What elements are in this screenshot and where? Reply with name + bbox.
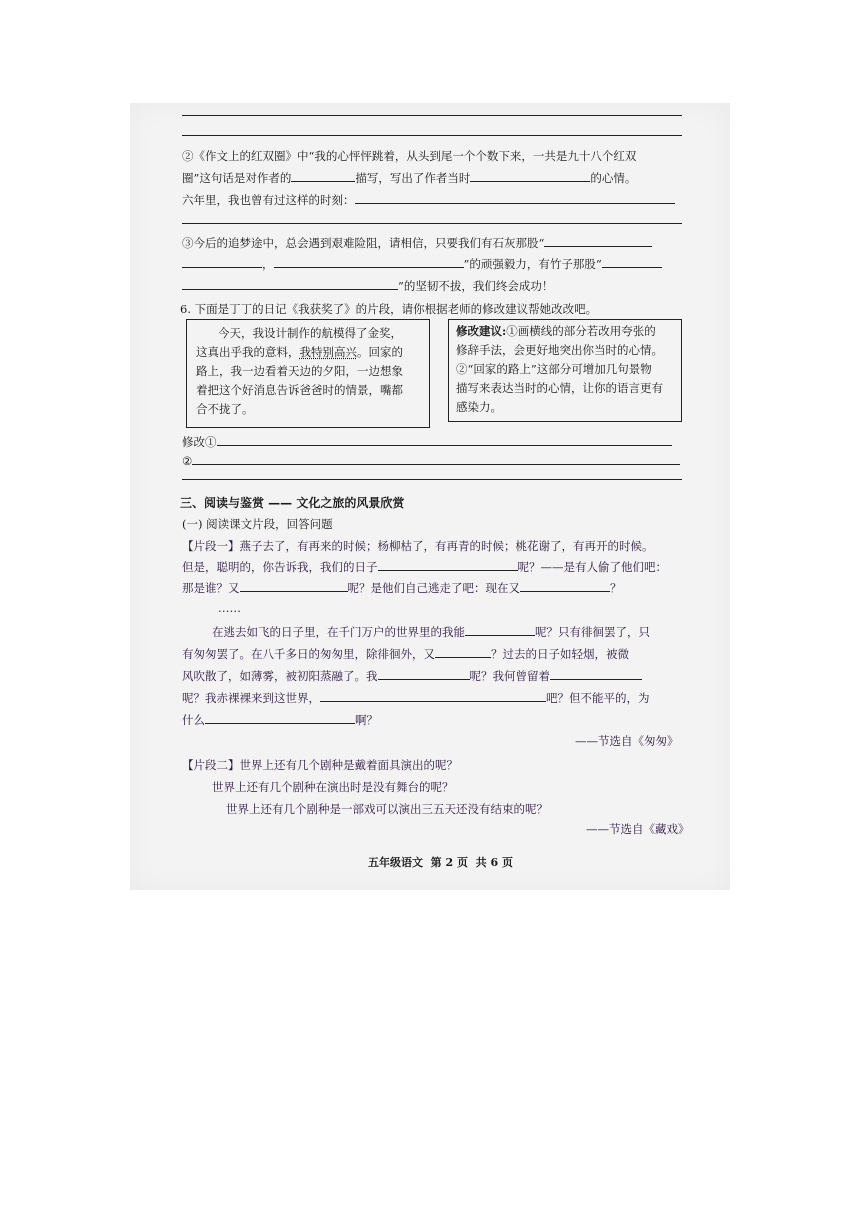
frag1-line4	[212, 624, 650, 640]
blank	[602, 256, 662, 268]
frag1-line7	[182, 690, 650, 706]
q2-line3	[182, 192, 675, 208]
q3-line2-text: ”的顽强毅力，有竹子那股“	[463, 257, 602, 271]
fix1	[182, 434, 672, 450]
frag1-line1: 【片段一】燕子去了，有再来的时候；杨柳枯了，有再青的时候；桃花谢了，有再开的时候。	[182, 539, 654, 553]
section-subheading: (一) 阅读课文片段，回答问题	[182, 517, 333, 531]
q3-line1-text: ③今后的追梦途中，总会遇到艰难险阻，请相信，只要我们有石灰那股“	[182, 236, 545, 250]
answer-line	[182, 223, 682, 224]
frag1-line3-part3: ？	[610, 581, 622, 595]
q3-line3	[182, 278, 553, 294]
q3-comma: ，	[262, 257, 274, 271]
diary-line: 合不拢了。	[196, 402, 254, 416]
frag1-line6-part1: 风吹散了，如薄雾，被初阳蒸融了。我	[182, 669, 378, 683]
advice-line: 描写来表达当时的心情，让你的语言更有	[456, 381, 663, 395]
blank	[217, 434, 672, 446]
blank	[320, 690, 546, 702]
frag2-line3: 世界上还有几个剧种是一部戏可以演出三五天还没有结束的呢？	[226, 802, 548, 816]
frag1-line5	[182, 646, 629, 662]
frag1-line3-part1: 那是谁？又	[182, 581, 240, 595]
advice-line: 感染力。	[456, 400, 502, 414]
frag1-line2-part2: 呢？——是有人偷了他们吧：	[517, 560, 667, 574]
frag1-line8-part1: 什么	[182, 713, 205, 727]
fix2	[182, 453, 680, 469]
q2-line2-part3: 的心情。	[590, 171, 637, 185]
q2-line3-text: 六年里，我也曾有过这样的时刻：	[182, 193, 355, 207]
diary-line	[196, 343, 422, 362]
ellipsis: ……	[218, 601, 241, 615]
frag1-line5-part2: ？过去的日子如轻烟，被微	[491, 647, 629, 661]
q3-line1	[182, 235, 652, 251]
answer-line	[182, 115, 682, 116]
blank	[274, 256, 464, 268]
blank	[192, 453, 680, 465]
diary-text	[196, 324, 422, 419]
frag1-line5-part1: 有匆匆罢了。在八千多日的匆匆里，除徘徊外，又	[182, 647, 435, 661]
fix2-label: ②	[182, 454, 193, 468]
frag1-line3-part2: 呢？是他们自己逃走了吧：现在又	[347, 581, 520, 595]
advice-line-part: ①画横线的部分若改用夸张的	[506, 324, 656, 338]
blank	[520, 580, 610, 592]
q2-line2-part1: 圈”这句话是对作者的	[182, 171, 292, 185]
q2-line1: ②《作文上的红双圈》中“我的心怦怦跳着，从头到尾一个个数下来，一共是九十八个红双	[182, 149, 637, 163]
frag1-line2-part1: 但是，聪明的，你告诉我，我们的日子	[182, 560, 378, 574]
frag1-source: ——节选自《匆匆》	[575, 734, 679, 748]
frag1-line8-part2: 啊？	[355, 713, 378, 727]
frag1-line6	[182, 668, 642, 684]
highlighted-phrase: 我特别高兴	[299, 345, 357, 359]
blank	[435, 646, 491, 658]
advice-text	[456, 322, 678, 417]
blank	[378, 559, 518, 571]
blank	[470, 170, 590, 182]
blank	[240, 580, 348, 592]
blank	[550, 668, 642, 680]
q2-line2-part2: 描写，写出了作者当时	[355, 171, 471, 185]
advice-label: 修改建议:	[456, 324, 507, 338]
q3-line3-text: ”的坚韧不拔，我们终会成功！	[398, 279, 554, 293]
frag2-line2: 世界上还有几个剧种在演出时是没有舞台的呢？	[212, 780, 454, 794]
blank	[182, 278, 398, 290]
frag1-line7-part1: 呢？我赤裸裸来到这世界，	[182, 691, 320, 705]
frag1-line4-part2: 呢？只有徘徊罢了，只	[535, 625, 650, 639]
diary-line-part: 。回家的	[357, 345, 403, 359]
advice-line: ②“回家的路上”这部分可增加几句景物	[456, 362, 652, 376]
q6-title: 6. 下面是丁丁的日记《我获奖了》的片段，请你根据老师的修改建议帮她改改吧。	[180, 302, 598, 316]
scanned-exam-page	[130, 103, 730, 890]
frag2-line1: 【片段二】世界上还有几个剧种是戴着面具演出的呢？	[182, 758, 458, 772]
diary-line: 路上，我一边看着天边的夕阳，一边想象	[196, 364, 403, 378]
diary-line: 今天，我设计制作的航模得了金奖，	[218, 326, 402, 340]
blank	[291, 170, 355, 182]
advice-line	[456, 322, 678, 341]
answer-line	[182, 479, 682, 480]
frag2-source: ——节选自《藏戏》	[586, 822, 690, 836]
q2-line2	[182, 170, 636, 186]
frag1-line2	[182, 559, 667, 575]
frag1-line3	[182, 580, 622, 596]
blank	[355, 192, 675, 204]
advice-line: 修辞手法，会更好地突出你当时的心情。	[456, 343, 663, 357]
frag1-line6-part2: 呢？我何曾留着	[469, 669, 550, 683]
blank	[465, 624, 535, 636]
frag1-line7-part2: 吧？但不能平的，为	[546, 691, 650, 705]
blank	[182, 256, 262, 268]
section-heading: 三、阅读与鉴赏 —— 文化之旅的风景欣赏	[180, 496, 405, 510]
blank	[544, 235, 652, 247]
diary-line: 着把这个好消息告诉爸爸时的情景，嘴都	[196, 383, 403, 397]
diary-line-part: 这真出乎我的意料，	[196, 345, 300, 359]
fix1-label: 修改①	[182, 435, 217, 449]
page-footer: 五年级语文 第 2 页 共 6 页	[368, 856, 513, 869]
blank	[378, 668, 470, 680]
blank	[205, 712, 355, 724]
q3-line2	[182, 256, 662, 272]
answer-line	[182, 135, 682, 136]
frag1-line4-part1: 在逃去如飞的日子里，在千门万户的世界里的我能	[212, 625, 465, 639]
frag1-line8	[182, 712, 378, 728]
